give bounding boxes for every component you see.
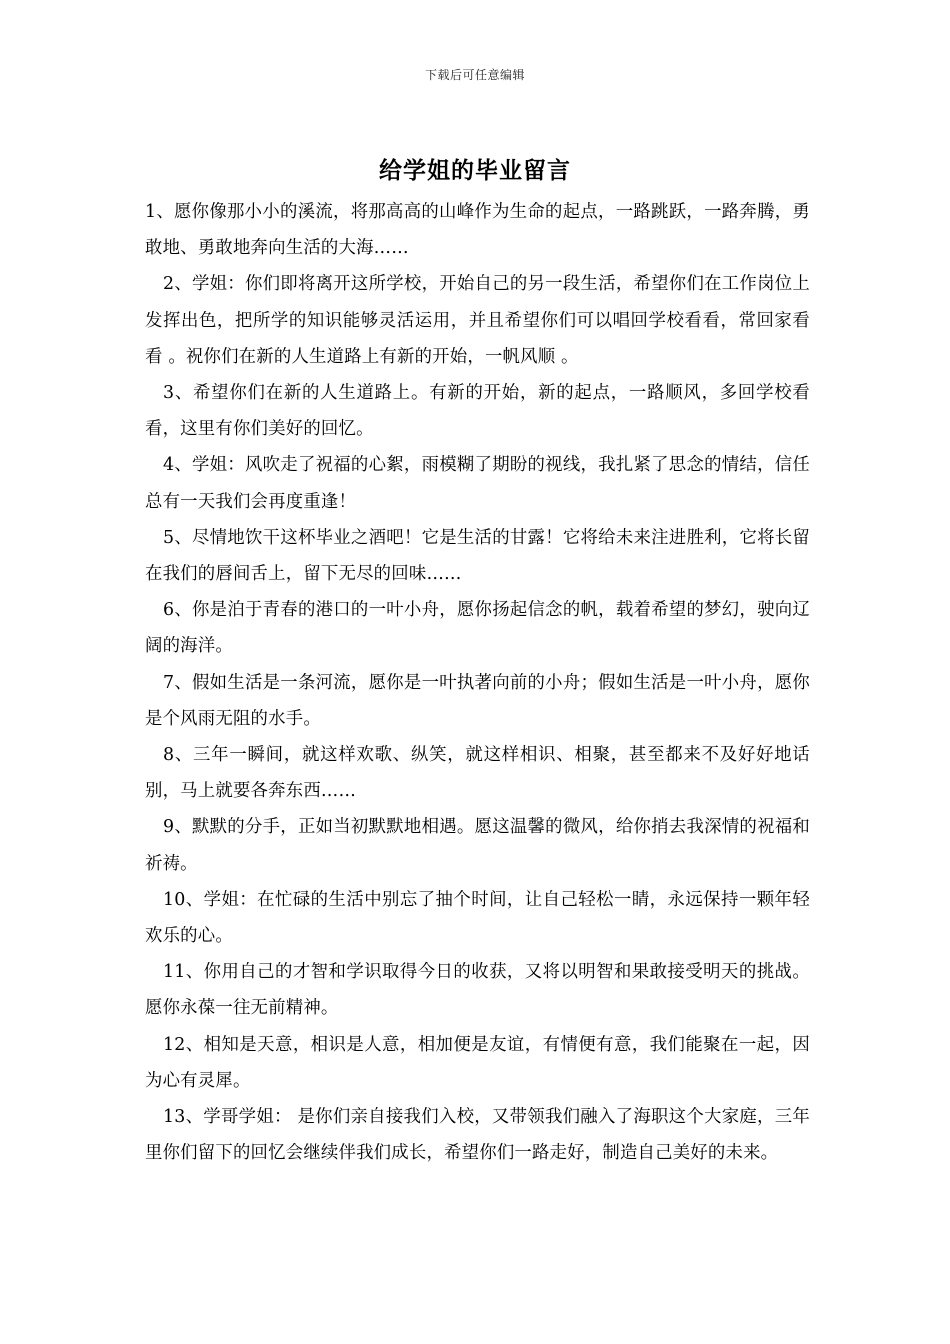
message-entry-4: 4、学姐：风吹走了祝福的心絮，雨模糊了期盼的视线，我扎紧了思念的情结，信任总有一天我们会再度重逢！	[145, 455, 810, 512]
message-entry-3: 3、希望你们在新的人生道路上。有新的开始，新的起点，一路顺风，多回学校看看，这里有你们美好的回忆。	[145, 383, 810, 440]
header-note: 下载后可任意编辑	[424, 68, 525, 82]
page-title: 给学姐的毕业留言	[379, 157, 571, 184]
message-entry-6: 6、你是泊于青春的港口的一叶小舟，愿你扬起信念的帆，载着希望的梦幻，驶向辽阔的海洋。	[145, 600, 810, 657]
message-entry-9: 9、默默的分手，正如当初默默地相遇。愿这温馨的微风，给你捎去我深情的祝福和祈祷。	[145, 817, 810, 874]
message-entry-1: 1、愿你像那小小的溪流，将那高高的山峰作为生命的起点，一路跳跃，一路奔腾，勇敢地、勇敢地奔向生活的大海……	[145, 202, 810, 259]
message-entry-8: 8、三年一瞬间，就这样欢歌、纵笑，就这样相识、相聚，甚至都来不及好好地话别，马上就要各奔东西……	[145, 745, 810, 802]
message-entry-5: 5、尽情地饮干这杯毕业之酒吧！它是生活的甘露！它将给未来注进胜利，它将长留在我们的唇间舌上，留下无尽的回味……	[145, 527, 810, 585]
message-list	[145, 194, 810, 1171]
message-entry-10: 10、学姐：在忙碌的生活中别忘了抽个时间，让自己轻松一睛，永远保持一颗年轻欢乐的心。	[145, 889, 810, 947]
message-entry-7: 7、假如生活是一条河流，愿你是一叶执著向前的小舟；假如生活是一叶小舟，愿你是个风雨无阻的水手。	[145, 672, 810, 729]
message-entry-12: 12、相知是天意，相识是人意，相加便是友谊，有情便有意，我们能聚在一起，因为心有灵犀。	[145, 1034, 810, 1091]
message-entry-11: 11、你用自己的才智和学识取得今日的收获，又将以明智和果敢接受明天的挑战。愿你永葆一往无前精神。	[145, 962, 810, 1019]
message-entry-13: 13、学哥学姐： 是你们亲自接我们入校，又带领我们融入了海职这个大家庭，三年里你们留下的回忆会继续伴我们成长，希望你们一路走好，制造自己美好的未来。	[145, 1107, 810, 1164]
message-entry-2: 2、学姐：你们即将离开这所学校，开始自己的另一段生活，希望你们在工作岗位上发挥出色，把所学的知识能够灵活运用，并且希望你们可以唱回学校看看，常回家看看 。祝你们在新的人生道路上有新的开始，一帆风顺 。	[145, 274, 810, 367]
